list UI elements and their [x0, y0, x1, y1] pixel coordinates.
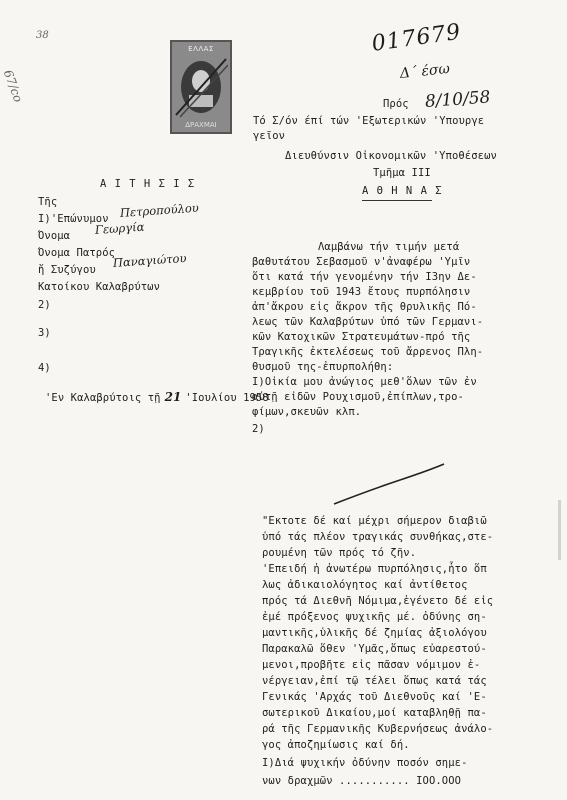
body-line: γος ἀποζημίωσις καί δή.	[262, 739, 410, 751]
header-pros: Πρός	[383, 98, 409, 110]
field-label-name: Όνομα	[38, 230, 71, 242]
handwritten-protocol-number: 017679	[370, 19, 463, 57]
field-label-surname: Ι)'Επώνυμον	[38, 213, 109, 225]
item-4: 4)	[38, 362, 51, 374]
body-line: κῶν Κατοχικῶν Στρατευμάτων-πρό τῆς	[252, 331, 471, 343]
revenue-stamp	[170, 40, 232, 134]
body-line: λως ἀδικαιολόγητος καί ἀντίθετος	[262, 579, 468, 591]
header-line3: Διευθύνσιν Οἰκονομικῶν 'Υποθέσεων	[285, 150, 497, 162]
body-line: ρά τῆς Γερμανικῆς Κυβερνήσεως ἀνάλο-	[262, 723, 494, 735]
stamp-country-text: ΕΛΛΑΣ	[188, 45, 214, 53]
scan-edge-mark	[558, 500, 561, 560]
petition-tis: Τῆς	[38, 196, 58, 208]
field-value-name: Γεωργία	[94, 219, 145, 237]
stamp-emblem-icon	[174, 55, 228, 119]
body-line: φίμων,σκευῶν κλπ.	[252, 406, 362, 418]
body-line: Ι)Οἰκία μου ἀνώγιος μεθ'ὅλων τῶν ἐν	[252, 376, 477, 388]
place-date-suffix: 'Ιουλίου 1958	[185, 392, 269, 404]
body-line: μενοι,προβῆτε εἰς πᾶσαν νόμιμον ἐ-	[262, 659, 481, 671]
stamp-value-text: ΔΡΑΧΜΑΙ	[185, 121, 217, 129]
body-line: βαθυτάτου Σεβασμοῦ ν'ἀναφέρω 'Υμῖν	[252, 256, 471, 268]
body-line: ὑπό τάς πλέον τραγικάς συνθήκας,στε-	[262, 531, 494, 543]
margin-note-top: 38	[36, 30, 49, 41]
field-value-spouse: Παναγιώτου	[112, 250, 187, 270]
body-line: ἀπ'ἄκρου εἰς ἄκρον τῆς θρυλικῆς Πό-	[252, 301, 477, 313]
body-line: πρός τά Διεθνῆ Νόμιμα,ἐγένετο δέ εἰς	[262, 595, 494, 607]
header-line5: Α Θ Η Ν Α Σ	[362, 185, 443, 197]
field-label-spouse: ἤ Συζύγου	[38, 264, 96, 276]
handwritten-received-note: Δ΄ έσω	[399, 60, 451, 82]
header-underline	[362, 200, 432, 201]
handwritten-date: 8/10/58	[424, 87, 492, 112]
body-line: λεως τῶν Καλαβρύτων ὑπό τῶν Γερμανι-	[252, 316, 484, 328]
body-line: Λαμβάνω τήν τιμήν μετά	[318, 241, 460, 253]
body-line: νων δραχμῶν ........... ΙΟΟ.ΟΟΟ	[262, 775, 462, 787]
body-line: Ι)Διά ψυχικήν ὀδύνην ποσόν σημε-	[262, 757, 468, 769]
body-line: σωτερικοῦ Δικαίου,μοί καταβληθῇ πα-	[262, 707, 487, 719]
body-line: Γενικάς 'Αρχάς τοῦ Διεθνοῦς καί 'Ε-	[262, 691, 487, 703]
body-line: νέργειαν,ἐπί τῷ τέλει ὅπως κατά τάς	[262, 675, 487, 687]
item-2: 2)	[38, 299, 51, 311]
body-line: θυσμοῦ της-ἐπυρπολήθη:	[252, 361, 394, 373]
field-value-surname: Πετροπούλου	[119, 200, 200, 220]
residence-line: Κατοίκου Καλαβρύτων	[38, 281, 161, 293]
body-line: ρουμένη τῶν πρός τό ζῆν.	[262, 547, 417, 559]
body-line: Τραγικῆς ἐκτελέσεως τοῦ ἄρρενος Πλη-	[252, 346, 484, 358]
place-date-line	[45, 388, 269, 406]
header-line1: Τό Σ/όν έπί τών 'Εξωτερικών 'Υπουργε	[253, 115, 485, 127]
body-line: 2)	[252, 423, 265, 435]
pen-stroke-mark	[330, 460, 450, 520]
body-line: ὅτι κατά τήν γενομένην τήν Ι3ην Δε-	[252, 271, 477, 283]
header-line2: γεῖον	[253, 130, 286, 142]
body-line: αὐτῇ εἰδῶν Ρουχισμοῦ,ἐπίπλων,τρο-	[252, 391, 464, 403]
header-line4: Τμῆμα III	[373, 167, 431, 179]
body-line: ἐμέ πρόξενος ψυχικῆς μέ. ὀδύνης ση-	[262, 611, 487, 623]
field-label-father: Όνομα Πατρός	[38, 247, 116, 259]
margin-note-left: 67/co	[0, 68, 26, 105]
item-3: 3)	[38, 327, 51, 339]
body-line: Παρακαλῶ ὅθεν 'Υμᾶς,ὅπως εὐαρεστού-	[262, 643, 487, 655]
body-line: μαντικῆς,ὑλικῆς δέ ζημίας ἀξιολόγου	[262, 627, 487, 639]
place-date-day: 21	[164, 390, 182, 404]
body-line: "Εκτοτε δέ καί μέχρι σήμερον διαβιῶ	[262, 515, 487, 527]
petition-title: Α Ι Τ Η Σ Ι Σ	[100, 178, 196, 190]
body-line: κεμβρίου τοῦ 1943 ἔτους πυρπόλησιν	[252, 286, 471, 298]
place-date-prefix: 'Εν Καλαβρύτοις τῇ	[45, 392, 161, 404]
body-line: 'Επειδή ἡ ἀνωτέρω πυρπόλησις,ἧτο ὅπ	[262, 563, 487, 575]
